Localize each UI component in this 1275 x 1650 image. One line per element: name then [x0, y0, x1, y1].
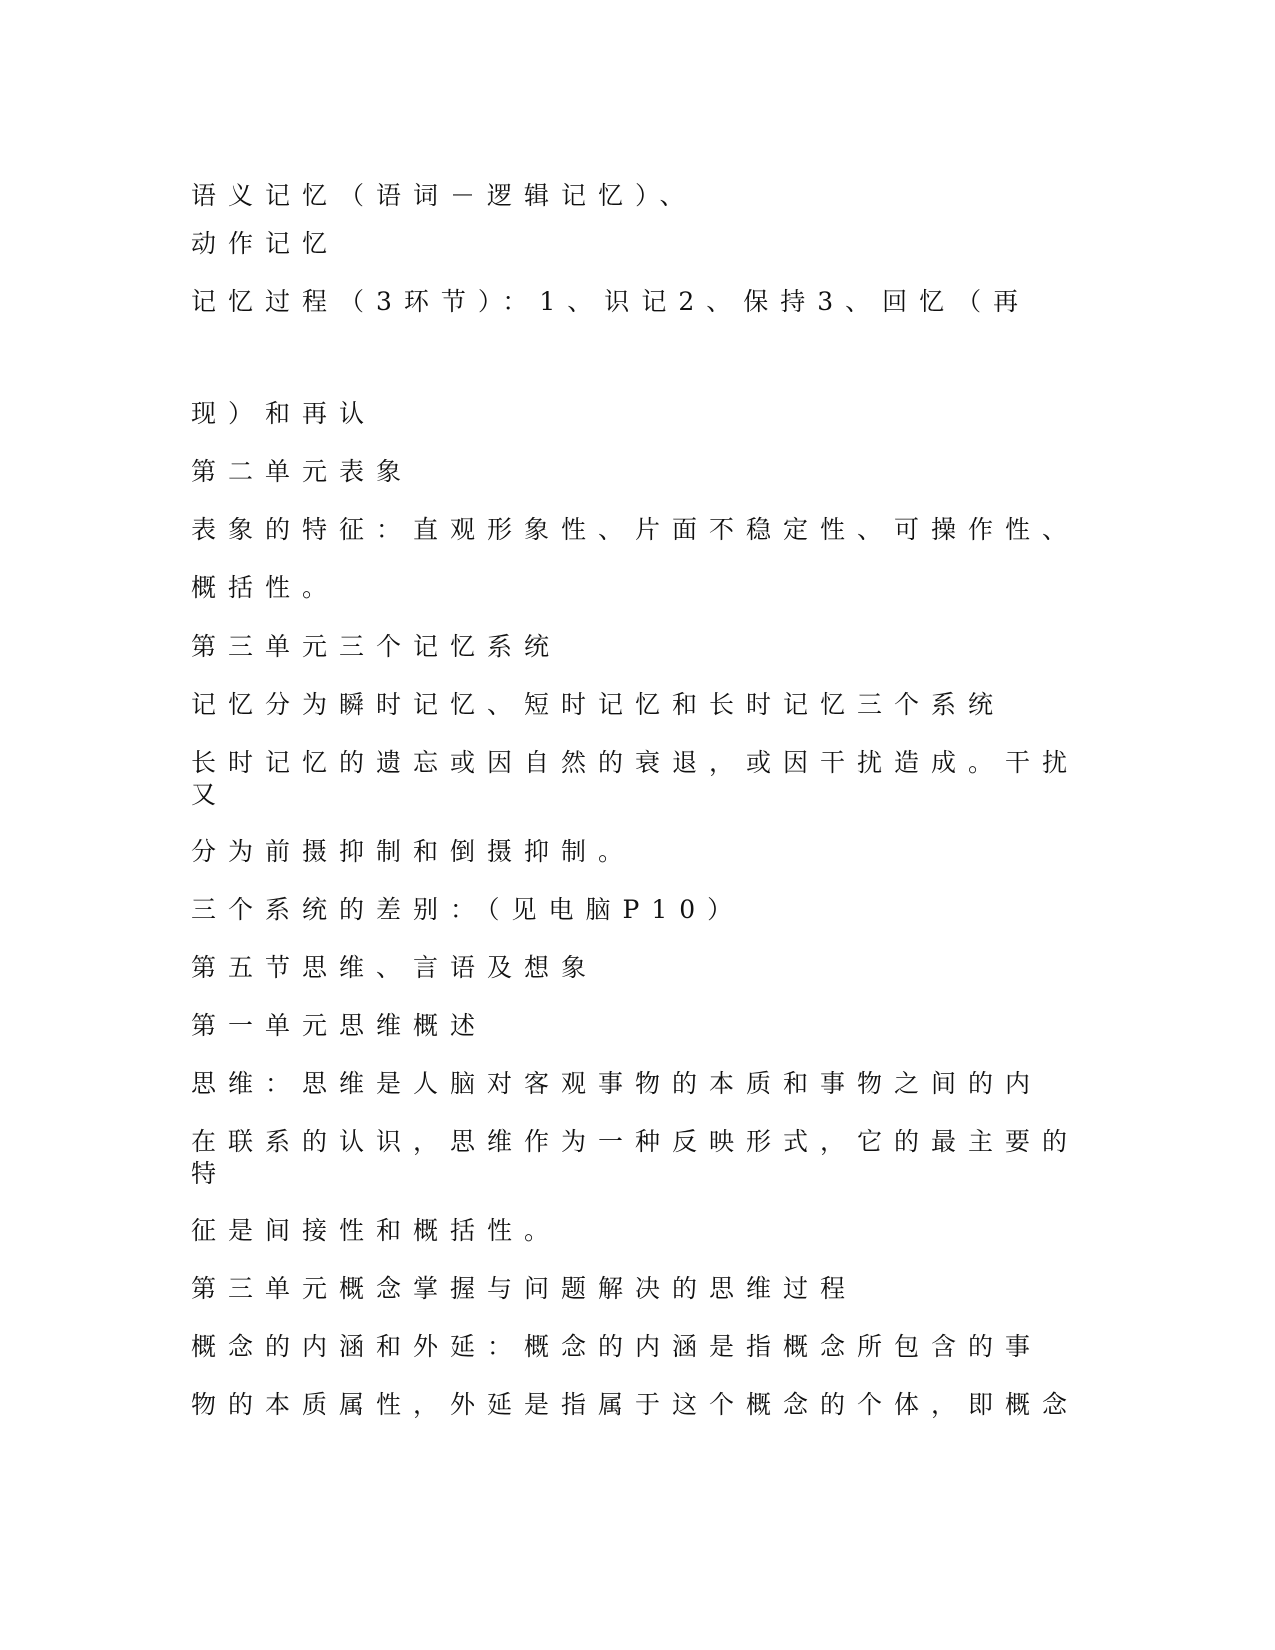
text-line: 思维：思维是人脑对客观事物的本质和事物之间的内 [191, 1069, 1043, 1098]
text-line: 长时记忆的遗忘或因自然的衰退，或因干扰造成。干扰又 [191, 748, 1080, 809]
text-line: 分为前摄抑制和倒摄抑制。 [191, 837, 636, 866]
section-heading: 第五节思维、言语及想象 [191, 953, 599, 982]
text-line: 概括性。 [191, 573, 340, 602]
text-line: 三个系统的差别：（见电脑P10） [191, 895, 745, 924]
text-line: 征是间接性和概括性。 [191, 1216, 562, 1245]
text-line: 动作记忆 [191, 229, 340, 258]
text-line: 表象的特征：直观形象性、片面不稳定性、可操作性、 [191, 515, 1080, 544]
text-line: 语义记忆（语词－逻辑记忆）、 [191, 181, 697, 210]
text-line: 记忆分为瞬时记忆、短时记忆和长时记忆三个系统 [191, 690, 1006, 719]
text-line: 记忆过程（3环节）：1、识记2、保持3、回忆（再 [191, 287, 1031, 316]
text-line: 在联系的认识，思维作为一种反映形式，它的最主要的特 [191, 1127, 1080, 1188]
text-line: 概念的内涵和外延：概念的内涵是指概念所包含的事 [191, 1332, 1043, 1361]
section-heading: 第二单元表象 [191, 457, 414, 486]
text-line: 物的本质属性，外延是指属于这个概念的个体，即概念 [191, 1390, 1080, 1419]
section-heading: 第三单元概念掌握与问题解决的思维过程 [191, 1274, 858, 1303]
section-heading: 第一单元思维概述 [191, 1011, 488, 1040]
section-heading: 第三单元三个记忆系统 [191, 632, 562, 661]
text-line: 现）和再认 [191, 399, 377, 428]
